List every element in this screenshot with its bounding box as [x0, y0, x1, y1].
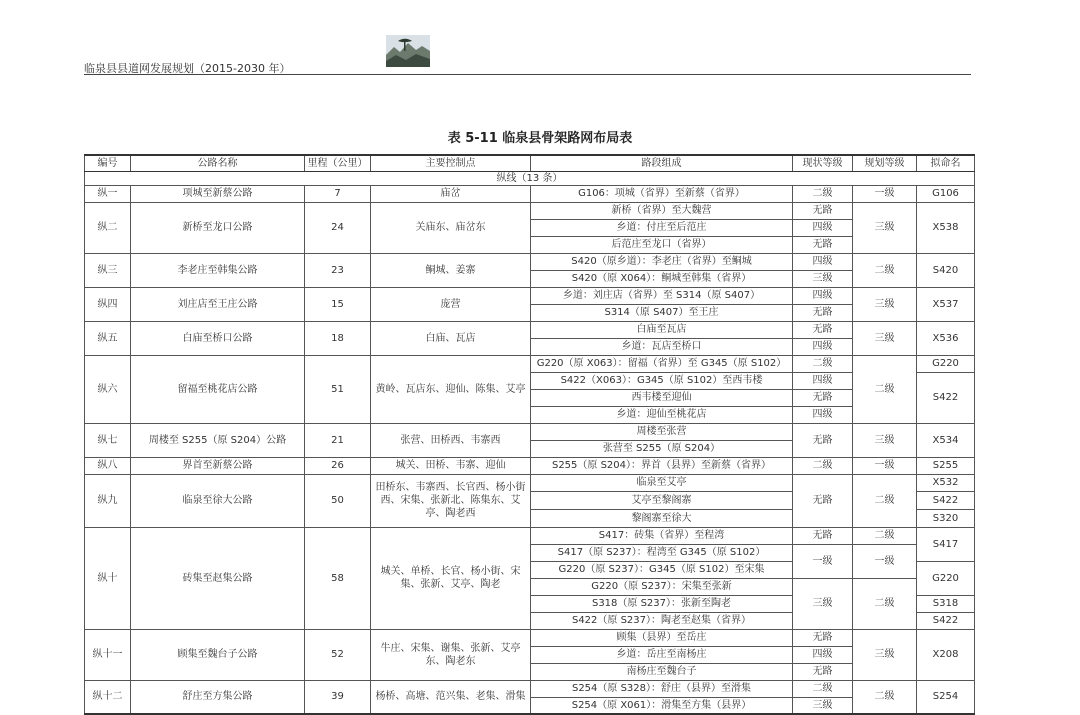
current-grade: 四级 [793, 646, 853, 663]
route-id: 纵六 [85, 355, 131, 423]
table-row [85, 527, 975, 544]
route-id: 纵九 [85, 474, 131, 527]
current-grade: 无路 [793, 304, 853, 321]
route-name: 项城至新蔡公路 [131, 185, 305, 202]
route-mileage: 15 [305, 287, 371, 321]
route-control-points: 鲖城、姜寨 [371, 253, 531, 287]
current-grade: 二级 [793, 680, 853, 697]
segment-text: 新桥（省界）至大魏营 [531, 202, 793, 219]
segment-text: S318（原 S237）：张新至陶老 [531, 595, 793, 612]
document-header: 临泉县县道网发展规划（2015-2030 年） [84, 62, 291, 75]
current-grade: 无路 [793, 423, 853, 457]
proposed-name: X208 [917, 629, 975, 680]
current-grade: 二级 [793, 185, 853, 202]
current-grade: 无路 [793, 389, 853, 406]
proposed-name: X536 [917, 321, 975, 355]
route-mileage: 50 [305, 474, 371, 527]
route-name: 新桥至龙口公路 [131, 202, 305, 253]
proposed-name: S422 [917, 492, 975, 510]
route-id: 纵八 [85, 457, 131, 474]
segment-text: S417：砖集（省界）至程湾 [531, 527, 793, 544]
current-grade: 二级 [793, 355, 853, 372]
table-row [85, 321, 975, 338]
segment-text: 乡道：瓦店至桥口 [531, 338, 793, 355]
proposed-name: G220 [917, 355, 975, 372]
table-row [85, 355, 975, 372]
planned-grade: 二级 [853, 527, 917, 544]
route-name: 临泉至徐大公路 [131, 474, 305, 527]
proposed-name: S320 [917, 509, 975, 527]
proposed-name: G106 [917, 185, 975, 202]
planned-grade: 三级 [853, 321, 917, 355]
proposed-name: S318 [917, 595, 975, 612]
current-grade: 一级 [793, 544, 853, 578]
route-mileage: 26 [305, 457, 371, 474]
route-name: 周楼至 S255（原 S204）公路 [131, 423, 305, 457]
header-row [85, 155, 975, 171]
table-row [85, 202, 975, 219]
route-control-points: 牛庄、宋集、谢集、张新、艾亭东、陶老东 [371, 629, 531, 680]
route-name: 砖集至赵集公路 [131, 527, 305, 629]
section-row [85, 171, 975, 185]
table-row [85, 629, 975, 646]
segment-text: 南杨庄至魏台子 [531, 663, 793, 680]
segment-text: 顾集（县界）至岳庄 [531, 629, 793, 646]
proposed-name: X537 [917, 287, 975, 321]
planned-grade: 二级 [853, 474, 917, 527]
column-header: 现状等级 [793, 155, 853, 171]
table-row [85, 287, 975, 304]
column-header: 里程（公里） [305, 155, 371, 171]
table-row [85, 474, 975, 492]
planned-grade: 三级 [853, 423, 917, 457]
segment-text: 周楼至张营 [531, 423, 793, 440]
planned-grade: 二级 [853, 680, 917, 714]
segment-text: 乡道：岳庄至南杨庄 [531, 646, 793, 663]
current-grade: 四级 [793, 287, 853, 304]
column-header: 编号 [85, 155, 131, 171]
proposed-name: S417 [917, 527, 975, 561]
table-row [85, 680, 975, 697]
current-grade: 二级 [793, 457, 853, 474]
column-header: 主要控制点 [371, 155, 531, 171]
route-control-points: 白庙、瓦店 [371, 321, 531, 355]
road-network-table [84, 154, 975, 715]
planned-grade: 三级 [853, 202, 917, 253]
segment-text: S314（原 S407）至王庄 [531, 304, 793, 321]
route-control-points: 庙岔 [371, 185, 531, 202]
current-grade: 四级 [793, 372, 853, 389]
segment-text: G106：项城（省界）至新蔡（省界） [531, 185, 793, 202]
route-control-points: 田桥东、韦寨西、长官西、杨小街西、宋集、张新北、陈集东、艾亭、陶老西 [371, 474, 531, 527]
current-grade: 四级 [793, 338, 853, 355]
segment-text: 白庙至瓦店 [531, 321, 793, 338]
header-rule [84, 74, 971, 75]
column-header: 公路名称 [131, 155, 305, 171]
segment-text: G220（原 S237）：宋集至张新 [531, 578, 793, 595]
current-grade: 无路 [793, 474, 853, 527]
current-grade: 三级 [793, 697, 853, 714]
route-control-points: 关庙东、庙岔东 [371, 202, 531, 253]
segment-text: 临泉至艾亭 [531, 474, 793, 492]
route-name: 界首至新蔡公路 [131, 457, 305, 474]
current-grade: 四级 [793, 406, 853, 423]
proposed-name: S422 [917, 372, 975, 423]
segment-text: S420（原 X064）：鲖城至韩集（省界） [531, 270, 793, 287]
route-id: 纵十 [85, 527, 131, 629]
proposed-name: G220 [917, 561, 975, 595]
planned-grade: 一级 [853, 457, 917, 474]
proposed-name: S255 [917, 457, 975, 474]
route-id: 纵二 [85, 202, 131, 253]
route-mileage: 39 [305, 680, 371, 714]
route-id: 纵七 [85, 423, 131, 457]
segment-text: S422（X063）：G345（原 S102）至西韦楼 [531, 372, 793, 389]
current-grade: 三级 [793, 578, 853, 629]
route-id: 纵三 [85, 253, 131, 287]
proposed-name: X538 [917, 202, 975, 253]
current-grade: 三级 [793, 270, 853, 287]
segment-text: S254（原 X061）：滑集至方集（县界） [531, 697, 793, 714]
route-control-points: 庞营 [371, 287, 531, 321]
segment-text: 乡道：刘庄店（省界）至 S314（原 S407） [531, 287, 793, 304]
route-control-points: 杨桥、高塘、范兴集、老集、滑集 [371, 680, 531, 714]
route-id: 纵一 [85, 185, 131, 202]
current-grade: 无路 [793, 629, 853, 646]
segment-text: 艾亭至黎阁寨 [531, 492, 793, 510]
segment-text: S417（原 S237）：程湾至 G345（原 S102） [531, 544, 793, 561]
table-row [85, 457, 975, 474]
segment-text: 西韦楼至迎仙 [531, 389, 793, 406]
table-title: 表 5-11 临泉县骨架路网布局表 [447, 131, 633, 146]
table-row [85, 423, 975, 440]
route-control-points: 城关、单桥、长官、杨小街、宋集、张新、艾亭、陶老 [371, 527, 531, 629]
route-name: 刘庄店至王庄公路 [131, 287, 305, 321]
current-grade: 四级 [793, 219, 853, 236]
segment-text: 乡道：迎仙至桃花店 [531, 406, 793, 423]
proposed-name: S422 [917, 612, 975, 629]
segment-text: S255（原 S204）：界首（县界）至新蔡（省界） [531, 457, 793, 474]
section-label: 纵线（13 条） [85, 171, 975, 185]
route-mileage: 51 [305, 355, 371, 423]
segment-text: S254（原 S328）：舒庄（县界）至滑集 [531, 680, 793, 697]
segment-text: 黎阁寨至徐大 [531, 509, 793, 527]
route-mileage: 23 [305, 253, 371, 287]
segment-text: 后范庄至龙口（省界） [531, 236, 793, 253]
proposed-name: X534 [917, 423, 975, 457]
route-mileage: 52 [305, 629, 371, 680]
current-grade: 四级 [793, 253, 853, 270]
column-header: 规划等级 [853, 155, 917, 171]
route-name: 白庙至桥口公路 [131, 321, 305, 355]
current-grade: 无路 [793, 663, 853, 680]
proposed-name: S420 [917, 253, 975, 287]
route-id: 纵五 [85, 321, 131, 355]
planned-grade: 三级 [853, 287, 917, 321]
route-name: 李老庄至韩集公路 [131, 253, 305, 287]
table-row [85, 185, 975, 202]
route-mileage: 58 [305, 527, 371, 629]
segment-text: 张营至 S255（原 S204） [531, 440, 793, 457]
route-id: 纵四 [85, 287, 131, 321]
route-control-points: 城关、田桥、韦寨、迎仙 [371, 457, 531, 474]
route-name: 留福至桃花店公路 [131, 355, 305, 423]
current-grade: 无路 [793, 236, 853, 253]
planned-grade: 二级 [853, 355, 917, 423]
segment-text: S420（原乡道）：李老庄（省界）至鲖城 [531, 253, 793, 270]
route-mileage: 21 [305, 423, 371, 457]
route-mileage: 24 [305, 202, 371, 253]
planned-grade: 一级 [853, 544, 917, 578]
current-grade: 无路 [793, 202, 853, 219]
proposed-name: S254 [917, 680, 975, 714]
route-control-points: 张营、田桥西、韦寨西 [371, 423, 531, 457]
segment-text: S422（原 S237）：陶老至赵集（省界） [531, 612, 793, 629]
route-mileage: 18 [305, 321, 371, 355]
column-header: 路段组成 [531, 155, 793, 171]
landscape-photo-icon [386, 35, 430, 67]
route-mileage: 7 [305, 185, 371, 202]
current-grade: 无路 [793, 527, 853, 544]
current-grade: 无路 [793, 321, 853, 338]
route-control-points: 黄岭、瓦店东、迎仙、陈集、艾亭 [371, 355, 531, 423]
column-header: 拟命名 [917, 155, 975, 171]
route-name: 顾集至魏台子公路 [131, 629, 305, 680]
proposed-name: X532 [917, 474, 975, 492]
segment-text: G220（原 X063）：留福（省界）至 G345（原 S102） [531, 355, 793, 372]
segment-text: G220（原 S237）：G345（原 S102）至宋集 [531, 561, 793, 578]
table-row [85, 253, 975, 270]
route-id: 纵十二 [85, 680, 131, 714]
route-name: 舒庄至方集公路 [131, 680, 305, 714]
planned-grade: 二级 [853, 253, 917, 287]
planned-grade: 二级 [853, 578, 917, 629]
planned-grade: 三级 [853, 629, 917, 680]
segment-text: 乡道：付庄至后范庄 [531, 219, 793, 236]
planned-grade: 一级 [853, 185, 917, 202]
route-id: 纵十一 [85, 629, 131, 680]
